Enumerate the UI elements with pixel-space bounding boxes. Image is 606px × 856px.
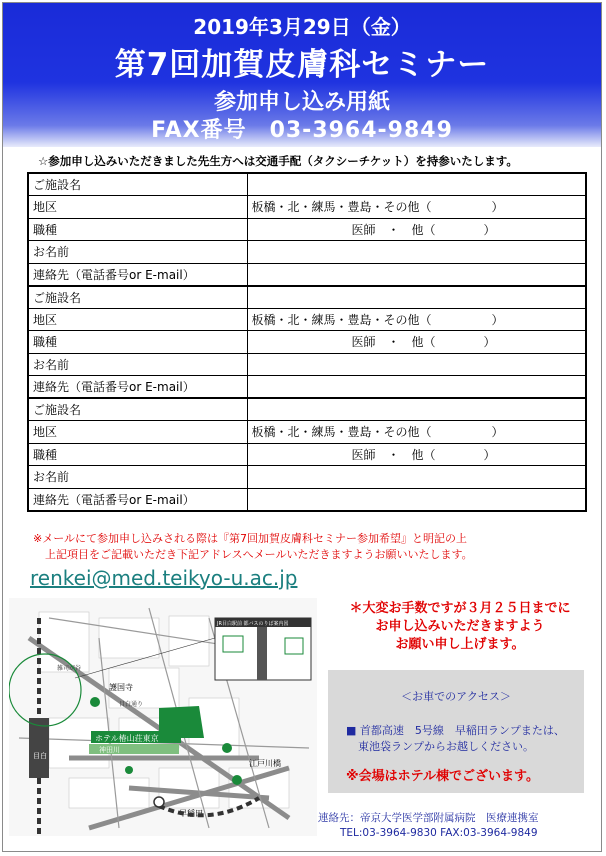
- map-street-label: 目白通り: [119, 701, 144, 708]
- event-title: 第7回加賀皮膚科セミナー: [114, 47, 490, 83]
- deadline-line3: お願い申し上げます。: [395, 637, 525, 652]
- map-kanda-label: 神田川: [99, 746, 120, 754]
- mail-note-line1: ※メールにて参加申し込みされる際は『第7回加賀皮膚科セミナー参加希望』と明記の上: [33, 532, 467, 545]
- form-field-label: 連絡先（電話番号or E-mail）: [28, 263, 247, 286]
- form-field-input[interactable]: [247, 376, 586, 399]
- registration-table: [27, 172, 587, 512]
- form-field-input[interactable]: [247, 241, 586, 264]
- form-field-label: ご施設名: [28, 173, 247, 196]
- form-row: [28, 173, 586, 196]
- access-title: ＜お車でのアクセス＞: [401, 690, 511, 703]
- form-row: [28, 241, 586, 264]
- form-subtitle: 参加申し込み用紙: [213, 90, 390, 115]
- form-row: [28, 376, 586, 399]
- form-field-label: ご施設名: [28, 398, 247, 421]
- form-row: [28, 263, 586, 286]
- form-row: [28, 466, 586, 489]
- map-inset-title: JR目白駅前 都バスのりば案内図: [217, 621, 289, 627]
- form-field-input[interactable]: [247, 443, 586, 466]
- fax-number: FAX番号 03-3964-9849: [151, 118, 453, 143]
- taxi-note: ☆参加申し込みいただきました先生方へは交通手配（タクシーチケット）を持参いたします。: [38, 154, 518, 168]
- form-field-label: 職種: [28, 331, 247, 354]
- deadline-notice: [330, 600, 590, 654]
- form-field-label: 連絡先（電話番号or E-mail）: [28, 488, 247, 511]
- occupation-options: 医師 ・ 他（ ）: [351, 222, 496, 237]
- form-field-label: 職種: [28, 218, 247, 241]
- form-field-input[interactable]: [247, 308, 586, 331]
- contact-line2: TEL:03-3964-9830 FAX:03-3964-9849: [340, 827, 538, 839]
- form-field-input[interactable]: [247, 173, 586, 196]
- form-field-input[interactable]: [247, 218, 586, 241]
- map-station-gokokuji: 護国寺: [109, 683, 133, 692]
- form-row: [28, 308, 586, 331]
- form-field-label: 地区: [28, 196, 247, 219]
- map-hotel-label: ホテル椿山荘東京: [95, 734, 159, 743]
- form-field-input[interactable]: [247, 196, 586, 219]
- header-banner: [3, 3, 601, 147]
- access-line1: ■ 首都高速 5号線 早稲田ランプまたは、: [346, 724, 565, 737]
- form-field-input[interactable]: [247, 421, 586, 444]
- map-station-waseda: 早稲田: [179, 809, 203, 818]
- occupation-options: 医師 ・ 他（ ）: [351, 447, 496, 462]
- form-field-label: お名前: [28, 353, 247, 376]
- mail-note-line2: 上記項目をご記載いただき下記アドレスへメールいただきますようお願いいたします。: [45, 548, 473, 561]
- car-access-box: [328, 670, 584, 793]
- access-line2: 東池袋ランプからお越しください。: [358, 740, 534, 753]
- form-field-input[interactable]: [247, 398, 586, 421]
- area-options: 板橋・北・練馬・豊島・その他（ ）: [251, 425, 504, 440]
- contact-line1: 連絡先：帝京大学医学部附属病院 医療連携室: [318, 812, 539, 824]
- area-options: 板橋・北・練馬・豊島・その他（ ）: [251, 312, 504, 327]
- form-row: [28, 286, 586, 309]
- form-row: [28, 331, 586, 354]
- contact-info: [318, 811, 539, 841]
- form-field-label: 地区: [28, 308, 247, 331]
- form-field-input[interactable]: [247, 263, 586, 286]
- map-station-edogawa: 江戸川橋: [249, 759, 281, 768]
- form-field-label: お名前: [28, 466, 247, 489]
- deadline-line2: お申し込みいただきますよう: [375, 619, 545, 634]
- form-field-label: 職種: [28, 443, 247, 466]
- form-row: [28, 353, 586, 376]
- form-field-input[interactable]: [247, 286, 586, 309]
- hotel-note: ※会場はホテル棟でございます。: [346, 769, 539, 784]
- occupation-options: 医師 ・ 他（ ）: [351, 335, 496, 350]
- form-field-input[interactable]: [247, 466, 586, 489]
- form-field-input[interactable]: [247, 331, 586, 354]
- mail-instructions: [33, 531, 473, 563]
- form-row: [28, 196, 586, 219]
- form-row: [28, 421, 586, 444]
- form-row: [28, 443, 586, 466]
- venue-map: [9, 598, 317, 836]
- form-row: [28, 218, 586, 241]
- form-row: [28, 398, 586, 421]
- contact-email-link[interactable]: renkei@med.teikyo-u.ac.jp: [30, 566, 298, 590]
- map-station-label: 目白: [33, 752, 47, 760]
- form-field-input[interactable]: [247, 488, 586, 511]
- map-drawing: [9, 598, 317, 836]
- form-field-label: お名前: [28, 241, 247, 264]
- deadline-line1: ＊大変お手数ですが３月２５日までに: [349, 601, 571, 616]
- form-field-input[interactable]: [247, 353, 586, 376]
- form-field-label: ご施設名: [28, 286, 247, 309]
- area-options: 板橋・北・練馬・豊島・その他（ ）: [251, 200, 504, 215]
- form-row: [28, 488, 586, 511]
- form-field-label: 地区: [28, 421, 247, 444]
- form-field-label: 連絡先（電話番号or E-mail）: [28, 376, 247, 399]
- event-date: 2019年3月29日（金）: [193, 15, 411, 39]
- map-zoshigaya: 雑司が谷: [57, 665, 82, 672]
